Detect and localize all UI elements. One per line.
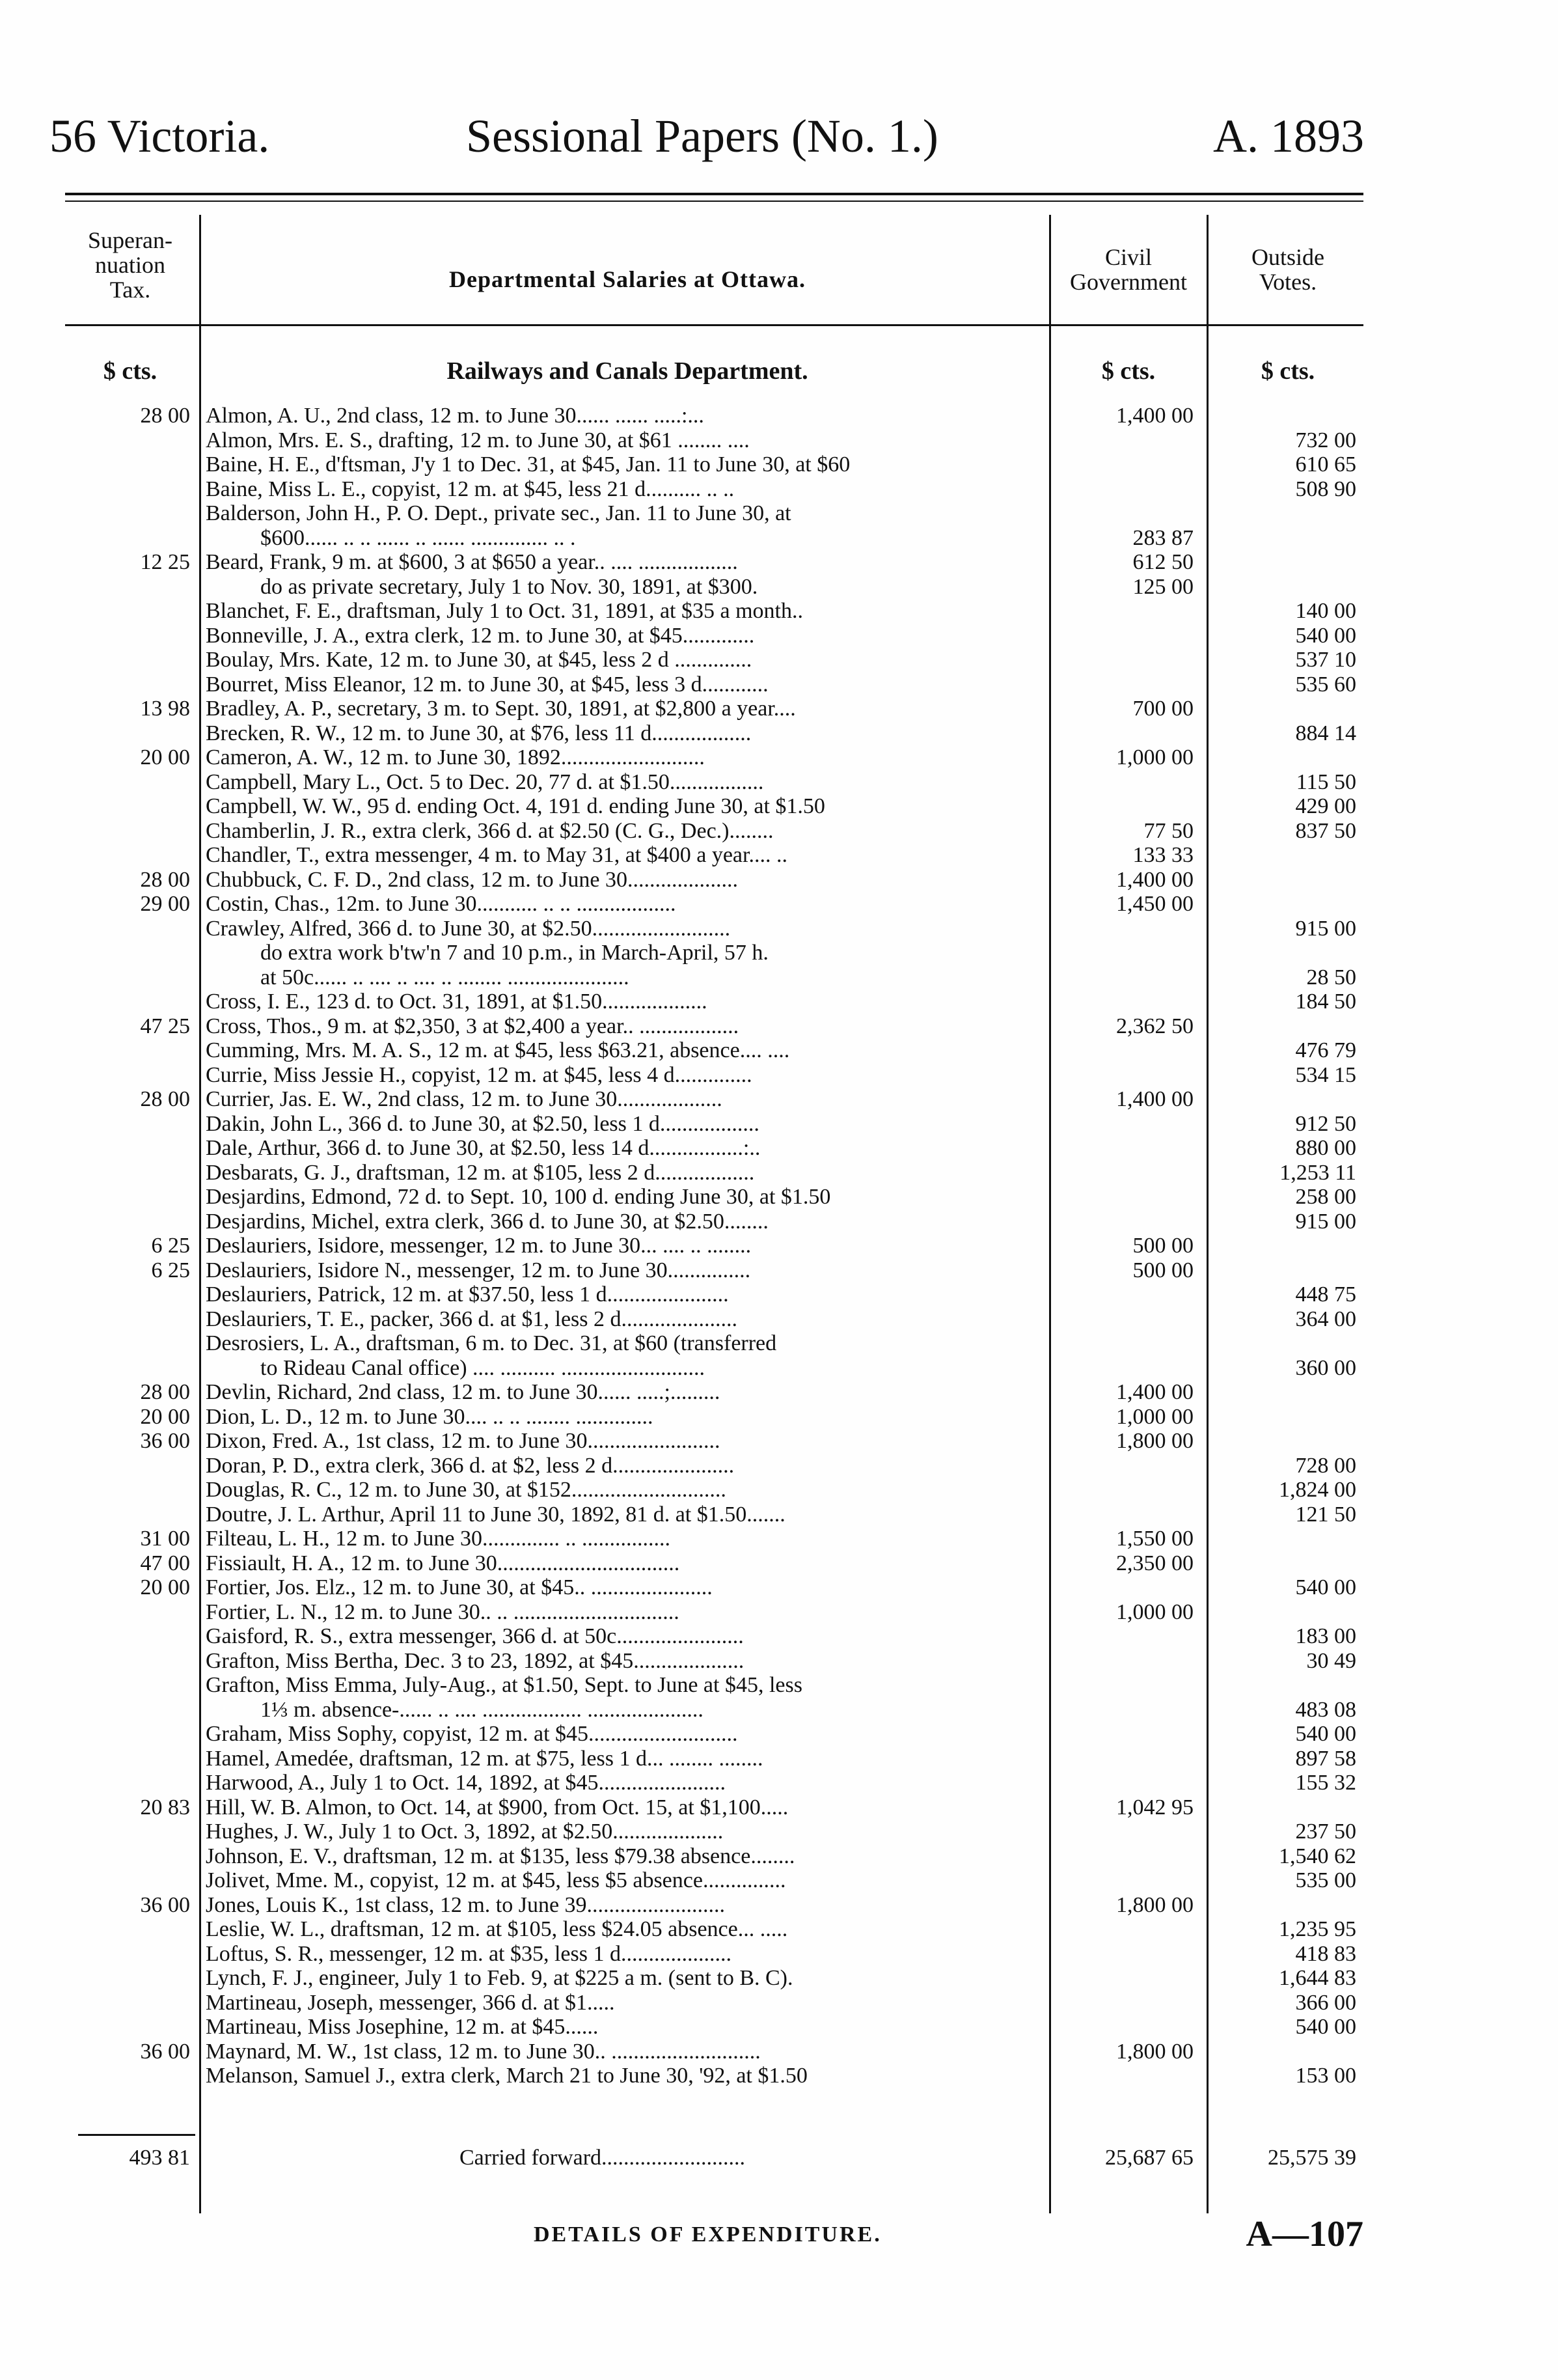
tax-cell: 20 00 [140,745,190,769]
total-outside: 25,575 39 [1268,2146,1356,2170]
outside-votes-cell: 732 00 [1295,428,1356,452]
column-header-tax: Superan- nuation Tax. [88,227,172,303]
total-rule [78,2134,195,2136]
description-cell: Jolivet, Mme. M., copyist, 12 m. at $45, less $5 absence............... [206,1868,786,1892]
table-row [0,575,1558,600]
totals-row [0,2146,1558,2170]
tax-cell: 28 00 [140,867,190,892]
table-row [0,624,1558,648]
civil-government-cell: 1,400 00 [1116,1380,1194,1404]
table-row [0,599,1558,624]
table-row [0,819,1558,844]
outside-votes-cell: 915 00 [1295,1209,1356,1234]
description-cell: Baine, Miss L. E., copyist, 12 m. at $45, less 21 d.......... .. .. [206,477,735,501]
description-cell: to Rideau Canal office) .... .......... .......................... [260,1355,705,1380]
table-row [0,1820,1558,1844]
table-row [0,2015,1558,2040]
description-cell: Currie, Miss Jessie H., copyist, 12 m. at $45, less 4 d.............. [206,1062,752,1087]
table-row [0,1624,1558,1649]
column-header-civil: Civil Government [1070,244,1187,295]
running-header [49,109,1364,168]
table-row [0,1893,1558,1918]
table-row [0,794,1558,819]
civil-government-cell: 1,800 00 [1116,2039,1194,2064]
outside-votes-cell: 183 00 [1295,1624,1356,1648]
description-cell: Dixon, Fred. A., 1st class, 12 m. to June 30........................ [206,1429,720,1453]
description-cell: Desrosiers, L. A., draftsman, 6 m. to Dec. 31, at $60 (transferred [206,1331,777,1355]
description-cell: Filteau, L. H., 12 m. to June 30.............. .. ................ [206,1527,670,1551]
outside-votes-cell: 364 00 [1295,1307,1356,1331]
outside-votes-cell: 537 10 [1295,648,1356,672]
table-row [0,917,1558,941]
table-row [0,501,1558,526]
table-row [0,1112,1558,1137]
tax-cell: 28 00 [140,1380,190,1404]
outside-votes-cell: 540 00 [1295,1722,1356,1746]
table-row [0,1014,1558,1039]
section-title: Railways and Canals Department. [446,357,808,385]
column-header-outside: Outside Votes. [1251,244,1324,295]
table-row [0,1136,1558,1161]
table-row [0,1038,1558,1063]
description-cell: Hughes, J. W., July 1 to Oct. 3, 1892, at $2.50.................... [206,1820,724,1844]
header-rule-bottom [65,201,1363,202]
outside-votes-cell: 880 00 [1295,1136,1356,1160]
tax-cell: 13 98 [140,697,190,721]
outside-votes-cell: 366 00 [1295,1990,1356,2015]
outside-votes-cell: 30 49 [1306,1648,1356,1673]
tax-cell: 47 25 [140,1014,190,1038]
table-row [0,697,1558,721]
table-row [0,1454,1558,1478]
description-cell: Almon, Mrs. E. S., drafting, 12 m. to June 30, at $61 ........ .... [206,428,750,452]
description-cell: $600...... .. .. ...... .. ...... .............. .. . [260,525,576,550]
outside-votes-cell: 184 50 [1295,989,1356,1014]
table-row [0,1258,1558,1283]
civil-government-cell: 1,042 95 [1116,1795,1194,1820]
unit-civil: $ cts. [1101,357,1156,385]
table-row [0,1722,1558,1747]
table-row [0,1282,1558,1307]
outside-votes-cell: 884 14 [1295,721,1356,745]
description-cell: Dale, Arthur, 366 d. to June 30, at $2.50, less 14 d.................:.. [206,1136,761,1160]
description-cell: Bourret, Miss Eleanor, 12 m. to June 30, at $45, less 3 d............ [206,672,769,697]
tax-cell: 6 25 [151,1258,190,1282]
description-cell: Balderson, John H., P. O. Dept., private sec., Jan. 11 to June 30, at [206,501,791,525]
table-row [0,1917,1558,1942]
civil-government-cell: 700 00 [1132,697,1194,721]
description-cell: Chubbuck, C. F. D., 2nd class, 12 m. to June 30.................... [206,867,738,892]
outside-votes-cell: 728 00 [1295,1453,1356,1478]
table-row [0,526,1558,551]
outside-votes-cell: 121 50 [1295,1502,1356,1527]
tax-cell: 20 00 [140,1575,190,1599]
civil-government-cell: 1,000 00 [1116,745,1194,769]
description-cell: Douglas, R. C., 12 m. to June 30, at $152............................ [206,1478,726,1502]
description-cell: Fortier, Jos. Elz., 12 m. to June 30, at $45.. ...................... [206,1575,713,1599]
table-row [0,1868,1558,1893]
table-row [0,1673,1558,1698]
outside-votes-cell: 155 32 [1295,1771,1356,1795]
column-header-description: Departmental Salaries at Ottawa. [449,266,806,292]
outside-votes-cell: 476 79 [1295,1038,1356,1062]
description-cell: Leslie, W. L., draftsman, 12 m. at $105, less $24.05 absence... ..... [206,1917,788,1941]
description-cell: Blanchet, F. E., draftsman, July 1 to Oct. 31, 1891, at $35 a month.. [206,599,803,623]
description-cell: Desjardins, Edmond, 72 d. to Sept. 10, 100 d. ending June 30, at $1.50 [206,1185,831,1209]
total-tax: 493 81 [129,2146,190,2170]
civil-government-cell: 500 00 [1132,1258,1194,1282]
footer-details: DETAILS OF EXPENDITURE. [534,2222,882,2247]
description-cell: Cross, Thos., 9 m. at $2,350, 3 at $2,400 a year.. .................. [206,1014,739,1038]
civil-government-cell: 1,400 00 [1116,867,1194,892]
description-cell: Cross, I. E., 123 d. to Oct. 31, 1891, at $1.50................... [206,989,707,1014]
outside-votes-cell: 915 00 [1295,916,1356,941]
description-cell: Boulay, Mrs. Kate, 12 m. to June 30, at $45, less 2 d .............. [206,648,752,672]
tax-cell: 31 00 [140,1527,190,1551]
description-cell: Graham, Miss Sophy, copyist, 12 m. at $45........................... [206,1722,738,1746]
description-cell: Desjardins, Michel, extra clerk, 366 d. to June 30, at $2.50........ [206,1209,769,1234]
table-row [0,1478,1558,1502]
table-row [0,2064,1558,2088]
description-cell: do as private secretary, July 1 to Nov. 30, 1891, at $300. [260,574,758,599]
description-cell: Melanson, Samuel J., extra clerk, March 21 to June 30, '92, at $1.50 [206,2064,808,2088]
description-cell: Doutre, J. L. Arthur, April 11 to June 30, 1892, 81 d. at $1.50....... [206,1502,786,1527]
tax-cell: 47 00 [140,1551,190,1575]
tax-cell: 36 00 [140,1892,190,1917]
outside-votes-cell: 610 65 [1295,452,1356,477]
description-cell: Gaisford, R. S., extra messenger, 366 d. at 50c....................... [206,1624,744,1648]
table-row [0,1747,1558,1771]
table-row [0,1307,1558,1332]
description-cell: Fortier, L. N., 12 m. to June 30.. .. .............................. [206,1599,679,1624]
outside-votes-cell: 912 50 [1295,1111,1356,1136]
civil-government-cell: 1,000 00 [1116,1404,1194,1429]
table-row [0,868,1558,893]
table-row [0,550,1558,575]
outside-votes-cell: 1,824 00 [1279,1478,1356,1502]
civil-government-cell: 1,400 00 [1116,1087,1194,1111]
page-footer [65,2213,1363,2265]
description-cell: Martineau, Miss Josephine, 12 m. at $45...... [206,2015,599,2039]
table-row [0,1698,1558,1723]
total-label: Carried forward.......................... [459,2146,746,2170]
table-row [0,965,1558,990]
description-cell: Harwood, A., July 1 to Oct. 14, 1892, at $45....................... [206,1771,726,1795]
description-cell: Grafton, Miss Emma, July-Aug., at $1.50, Sept. to June at $45, less [206,1673,802,1697]
table-row [0,672,1558,697]
tax-cell: 28 00 [140,404,190,428]
table-row [0,1527,1558,1551]
table-row [0,1844,1558,1869]
table-row [0,1405,1558,1430]
table-row [0,770,1558,795]
outside-votes-cell: 1,644 83 [1279,1966,1356,1990]
civil-government-cell: 2,362 50 [1116,1014,1194,1038]
table-row [0,1575,1558,1600]
table-row [0,1502,1558,1527]
description-cell: Beard, Frank, 9 m. at $600, 3 at $650 a year.. .... .................. [206,550,738,574]
description-cell: Lynch, F. J., engineer, July 1 to Feb. 9, at $225 a m. (sent to B. C). [206,1966,793,1990]
description-cell: Deslauriers, Isidore, messenger, 12 m. to June 30... .... .. ........ [206,1234,752,1258]
table-row [0,989,1558,1014]
description-cell: Martineau, Joseph, messenger, 366 d. at $1..... [206,1990,615,2015]
table-row [0,1331,1558,1356]
tax-cell: 12 25 [140,550,190,574]
description-cell: Hamel, Amedée, draftsman, 12 m. at $75, less 1 d... ........ ........ [206,1746,763,1771]
outside-votes-cell: 540 00 [1295,2015,1356,2039]
description-cell: Baine, H. E., d'ftsman, J'y 1 to Dec. 31, at $45, Jan. 11 to June 30, at $60 [206,452,851,477]
outside-votes-cell: 483 08 [1295,1697,1356,1722]
description-cell: Fissiault, H. A., 12 m. to June 30................................. [206,1551,680,1575]
table-row [0,843,1558,868]
outside-votes-cell: 837 50 [1295,818,1356,843]
description-cell: Chamberlin, J. R., extra clerk, 366 d. at $2.50 (C. G., Dec.)........ [206,818,774,843]
description-cell: Doran, P. D., extra clerk, 366 d. at $2, less 2 d...................... [206,1453,735,1478]
description-cell: Deslauriers, Isidore N., messenger, 12 m. to June 30............... [206,1258,751,1282]
table-row [0,745,1558,770]
civil-government-cell: 133 33 [1132,843,1194,867]
description-cell: do extra work b'tw'n 7 and 10 p.m., in March-April, 57 h. [260,941,769,965]
tax-cell: 28 00 [140,1087,190,1111]
table-row [0,1234,1558,1258]
table-row [0,648,1558,672]
civil-government-cell: 2,350 00 [1116,1551,1194,1575]
description-cell: Campbell, Mary L., Oct. 5 to Dec. 20, 77 d. at $1.50................. [206,769,764,794]
table-row [0,1380,1558,1405]
table-row [0,1087,1558,1112]
table-row [0,721,1558,746]
table-row [0,1185,1558,1210]
outside-votes-cell: 140 00 [1295,599,1356,623]
description-cell: Campbell, W. W., 95 d. ending Oct. 4, 191 d. ending June 30, at $1.50 [206,794,825,818]
unit-tax: $ cts. [103,357,157,385]
description-cell: Johnson, E. V., draftsman, 12 m. at $135, less $79.38 absence........ [206,1844,795,1868]
table-row [0,452,1558,477]
column-header-rule [65,324,1363,326]
civil-government-cell: 612 50 [1132,550,1194,574]
description-cell: Almon, A. U., 2nd class, 12 m. to June 30...... ...... .....:... [206,404,704,428]
header-title: Sessional Papers (No. 1.) [466,110,938,162]
table-row [0,941,1558,965]
table-row [0,1356,1558,1381]
civil-government-cell: 283 87 [1132,525,1194,550]
description-cell: Cameron, A. W., 12 m. to June 30, 1892.......................... [206,745,705,769]
table-row [0,404,1558,428]
table-row [0,477,1558,502]
outside-votes-cell: 540 00 [1295,1575,1356,1599]
table-row [0,1551,1558,1576]
description-cell: at 50c...... .. .... .. .... .. ........ ...................... [260,965,629,989]
outside-votes-cell: 1,540 62 [1279,1844,1356,1868]
table-row [0,428,1558,453]
description-cell: Deslauriers, Patrick, 12 m. at $37.50, less 1 d...................... [206,1282,729,1307]
description-cell: Cumming, Mrs. M. A. S., 12 m. at $45, less $63.21, absence.... .... [206,1038,790,1062]
header-year: A. 1893 [1213,110,1364,162]
table-row [0,1966,1558,1991]
civil-government-cell: 1,800 00 [1116,1892,1194,1917]
outside-votes-cell: 1,253 11 [1279,1160,1356,1185]
description-cell: Crawley, Alfred, 366 d. to June 30, at $2.50......................... [206,916,731,941]
civil-government-cell: 1,550 00 [1116,1527,1194,1551]
header-rule-top [65,193,1363,195]
table-row [0,1210,1558,1234]
description-cell: Dakin, John L., 366 d. to June 30, at $2.50, less 1 d.................. [206,1111,759,1136]
description-cell: Deslauriers, T. E., packer, 366 d. at $1, less 2 d..................... [206,1307,737,1331]
table-row [0,1429,1558,1454]
civil-government-cell: 1,000 00 [1116,1599,1194,1624]
outside-votes-cell: 1,235 95 [1279,1917,1356,1941]
outside-votes-cell: 115 50 [1296,769,1356,794]
table-row [0,1942,1558,1967]
description-cell: Desbarats, G. J., draftsman, 12 m. at $105, less 2 d.................. [206,1160,755,1185]
outside-votes-cell: 237 50 [1295,1820,1356,1844]
tax-cell: 6 25 [151,1234,190,1258]
description-cell: Currier, Jas. E. W., 2nd class, 12 m. to June 30................... [206,1087,722,1111]
outside-votes-cell: 535 00 [1295,1868,1356,1892]
tax-cell: 36 00 [140,1429,190,1453]
table-row [0,1600,1558,1625]
description-cell: Dion, L. D., 12 m. to June 30.... .. .. ........ .............. [206,1404,653,1429]
header-session: 56 Victoria. [49,110,270,162]
page-number: A—107 [1246,2214,1363,2254]
outside-votes-cell: 508 90 [1295,477,1356,501]
outside-votes-cell: 535 60 [1295,672,1356,697]
civil-government-cell: 125 00 [1132,574,1194,599]
description-cell: Hill, W. B. Almon, to Oct. 14, at $900, from Oct. 15, at $1,100..... [206,1795,789,1820]
outside-votes-cell: 153 00 [1295,2064,1356,2088]
outside-votes-cell: 448 75 [1295,1282,1356,1307]
tax-cell: 20 00 [140,1404,190,1429]
civil-government-cell: 1,400 00 [1116,404,1194,428]
table-row [0,1161,1558,1185]
description-cell: 1⅓ m. absence-...... .. .... .................. ..................... [260,1697,704,1722]
table-row [0,1063,1558,1088]
description-cell: Chandler, T., extra messenger, 4 m. to May 31, at $400 a year.... .. [206,843,787,867]
outside-votes-cell: 534 15 [1295,1062,1356,1087]
description-cell: Maynard, M. W., 1st class, 12 m. to June 30.. ........................... [206,2039,761,2064]
tax-cell: 20 83 [140,1795,190,1820]
outside-votes-cell: 418 83 [1295,1941,1356,1966]
civil-government-cell: 1,800 00 [1116,1429,1194,1453]
description-cell: Brecken, R. W., 12 m. to June 30, at $76, less 11 d.................. [206,721,752,745]
outside-votes-cell: 360 00 [1295,1355,1356,1380]
total-civil: 25,687 65 [1105,2146,1194,2170]
description-cell: Grafton, Miss Bertha, Dec. 3 to 23, 1892, at $45.................... [206,1648,745,1673]
civil-government-cell: 77 50 [1143,818,1194,843]
outside-votes-cell: 28 50 [1306,965,1356,989]
table-row [0,2040,1558,2064]
table-row [0,1795,1558,1820]
outside-votes-cell: 897 58 [1295,1746,1356,1771]
description-cell: Bradley, A. P., secretary, 3 m. to Sept. 30, 1891, at $2,800 a year.... [206,697,796,721]
table-row [0,1649,1558,1674]
description-cell: Loftus, S. R., messenger, 12 m. at $35, less 1 d.................... [206,1941,731,1966]
table-row [0,892,1558,917]
tax-cell: 29 00 [140,892,190,916]
description-cell: Costin, Chas., 12m. to June 30........... .. .. .................. [206,892,676,916]
description-cell: Jones, Louis K., 1st class, 12 m. to June 39......................... [206,1892,726,1917]
outside-votes-cell: 258 00 [1295,1185,1356,1209]
tax-cell: 36 00 [140,2039,190,2064]
table-row [0,1991,1558,2015]
outside-votes-cell: 540 00 [1295,623,1356,648]
outside-votes-cell: 429 00 [1295,794,1356,818]
civil-government-cell: 1,450 00 [1116,892,1194,916]
table-row [0,1771,1558,1795]
unit-outside: $ cts. [1261,357,1315,385]
civil-government-cell: 500 00 [1132,1234,1194,1258]
description-cell: Bonneville, J. A., extra clerk, 12 m. to June 30, at $45............. [206,623,755,648]
description-cell: Devlin, Richard, 2nd class, 12 m. to June 30...... .....;......... [206,1380,720,1404]
